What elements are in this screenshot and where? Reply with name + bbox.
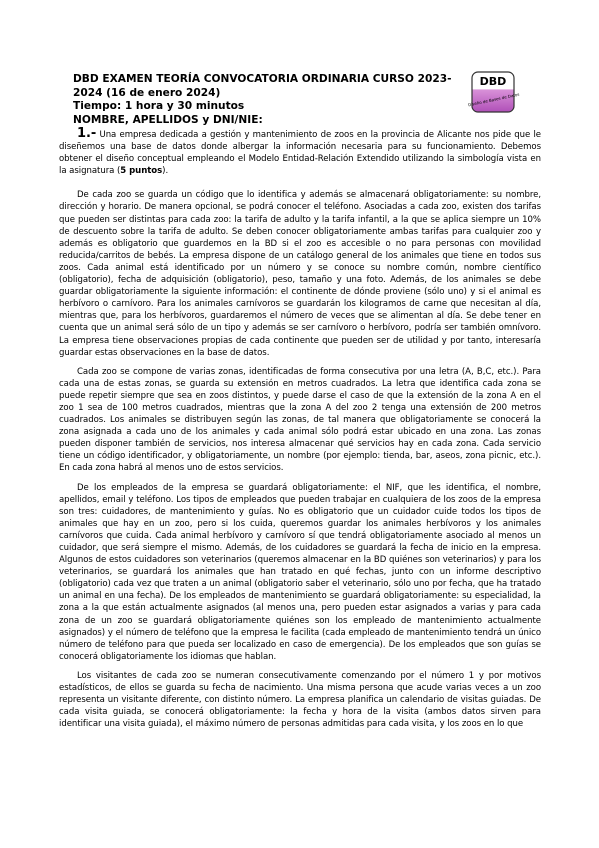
question-1 xyxy=(59,128,541,737)
question-points: 5 puntos xyxy=(120,166,163,177)
exam-title-line-1: DBD EXAMEN TEORÍA CONVOCATORIA ORDINARIA CURSO 2023- xyxy=(73,73,452,85)
paragraph-visitors: Los visitantes de cada zoo se numeran consecutivamente comenzando por el número 1 y por motivos estadísticos, de ellos se guarda su fecha de nacimiento. Una misma persona que acude varias veces a un zoo representa un visitante diferente, con distinto número. La empresa planifica un calendario de visitas guiadas. De cada visita guiada, se conocerá obligatoriamente: la fecha y hora de la visita (ambos datos sirven para identificar una visita guiada), el máximo número de personas admitidas para cada visita, y los zoos en lo que xyxy=(59,670,541,730)
question-intro-text: Una empresa dedicada a gestión y mantenimiento de zoos en la provincia de Alicante nos pide que le diseñemos una base de datos donde albergar la información necesaria para su funcionamiento. Debemos obtener el diseño conceptual empleando el Modelo Entidad-Relación Extendido utilizando la simbología vista en la asignatura ( xyxy=(59,130,541,177)
exam-header xyxy=(73,73,463,127)
dbd-logo xyxy=(467,71,520,113)
exam-time: Tiempo: 1 hora y 30 minutos xyxy=(73,100,245,113)
logo-subtext: Diseño de Bases de Datos xyxy=(467,91,520,108)
paragraph-zones: Cada zoo se compone de varias zonas, identificadas de forma consecutiva por una letra (A, B,C, etc.). Para cada una de estas zonas, se guarda su extensión en metros cuadrados. La letra que identifica cada zona se puede repetir siempre que sea en zoos distintos, y puede darse el caso de que la extensión de la zona A en el zoo 1 sea de 100 metros cuadrados, mientras que la zona A del zoo 2 tenga una extensión de 200 metros cuadrados. Los animales se distribuyen según las zonas, de tal manera que obligatoriamente se conocerá la zona asignada a cada uno de los animales y cada animal sólo podrá estar ubicado en una zona. Las zonas pueden disponer también de servicios, nos interesa almacenar qué servicios hay en cada zona. Cada servicio tiene un código identificador, y obligatoriamente, un nombre (por ejemplo: tienda, bar, aseos, zona picnic, etc.). En cada zona habrá al menos uno de estos servicios. xyxy=(59,366,541,474)
exam-title-line-2: 2024 (16 de enero 2024) xyxy=(73,86,221,99)
question-intro-end: ). xyxy=(162,166,169,177)
question-number: 1.- xyxy=(77,126,97,141)
exam-name-field-label: NOMBRE, APELLIDOS y DNI/NIE: xyxy=(73,113,263,126)
paragraph-employees: De los empleados de la empresa se guardará obligatoriamente: el NIF, que les identifica, el nombre, apellidos, email y teléfono. Los tipos de empleados que pueden trabajar en cualquiera de los zoos de la empresa son tres: cuidadores, de mantenimiento y guías. No es obligatorio que un cuidador cuide todos los tipos de animales que hay en un zoo, pero si los cuida, queremos guardar los animales herbívoros y los animales carnívoros que cuida. Cada animal herbívoro y carnívoro sí que tendrá obligatoriamente asociado al menos un cuidador, que será siempre el mismo. Además, de los cuidadores se guardará la fecha de inicio en la empresa. Algunos de estos cuidadores son veterinarios (queremos almacenar en la BD quiénes son veterinarios) y para los veterinarios, se guardará los animales que han tratado en qué fechas, junto con un informe descriptivo (obligatorio) cada vez que traten a un animal (obligatorio saber el veterinario, sólo uno por fecha, que ha tratado un animal en una fecha). De los empleados de mantenimiento se guardará obligatoriamente: su especialidad, la zona a la que están actualmente asignados (al menos una, pero pueden estar asignados a varias y para cada zona de un zoo se guardará obligatoriamente quiénes son los empleado de mantenimiento actualmente asignados) y el número de teléfono que la empresa le facilita (cada empleado de mantenimiento tendrá un único número de teléfono para que pueda ser localizado en caso de emergencia). De los empleados que son guías se conocerá obligatoriamente los idiomas que hablan. xyxy=(59,482,541,662)
paragraph-zoos-animals: De cada zoo se guarda un código que lo identifica y además se almacenará obligatoriamente: su nombre, dirección y horario. De manera opcional, se podrá conocer el teléfono. Asociadas a cada zoo, existen dos tarifas que pueden ser distintas para cada zoo: la tarifa de adulto y la tarifa infantil, a la que se aplica siempre un 10% de descuento sobre la tarifa de adulto. Se deben conocer obligatoriamente ambas tarifas para cualquier zoo y además es obligatorio que guardemos en la BD si el zoo es accesible o no para personas con movilidad reducida/carritos de bebés. La empresa dispone de un catálogo general de los animales que tiene en todos sus zoos. Cada animal está identificado por un número y se conoce su nombre común, nombre científico (obligatorio), fecha de adquisición (obligatorio), peso, tamaño y una foto. Además, de los animales se debe guardar obligatoriamente la siguiente información: el continente de dónde proviene (sólo uno) y si el animal es herbívoro o carnívoro. Para los animales carnívoros se guardarán los kilogramos de carne que necesitan al día, mientras que, para los herbívoros, guardaremos el número de veces que se alimentan al día. Se debe tener en cuenta que un animal será sólo de un tipo y además se ser carnívoro o herbívoro, podría ser también omnívoro. La empresa tiene observaciones propias de cada continente que pueden ser de utilidad y por tanto, interesaría guardar estas observaciones en la base de datos. xyxy=(59,190,541,358)
question-1-intro xyxy=(59,128,541,177)
logo-text: DBD xyxy=(479,75,507,88)
